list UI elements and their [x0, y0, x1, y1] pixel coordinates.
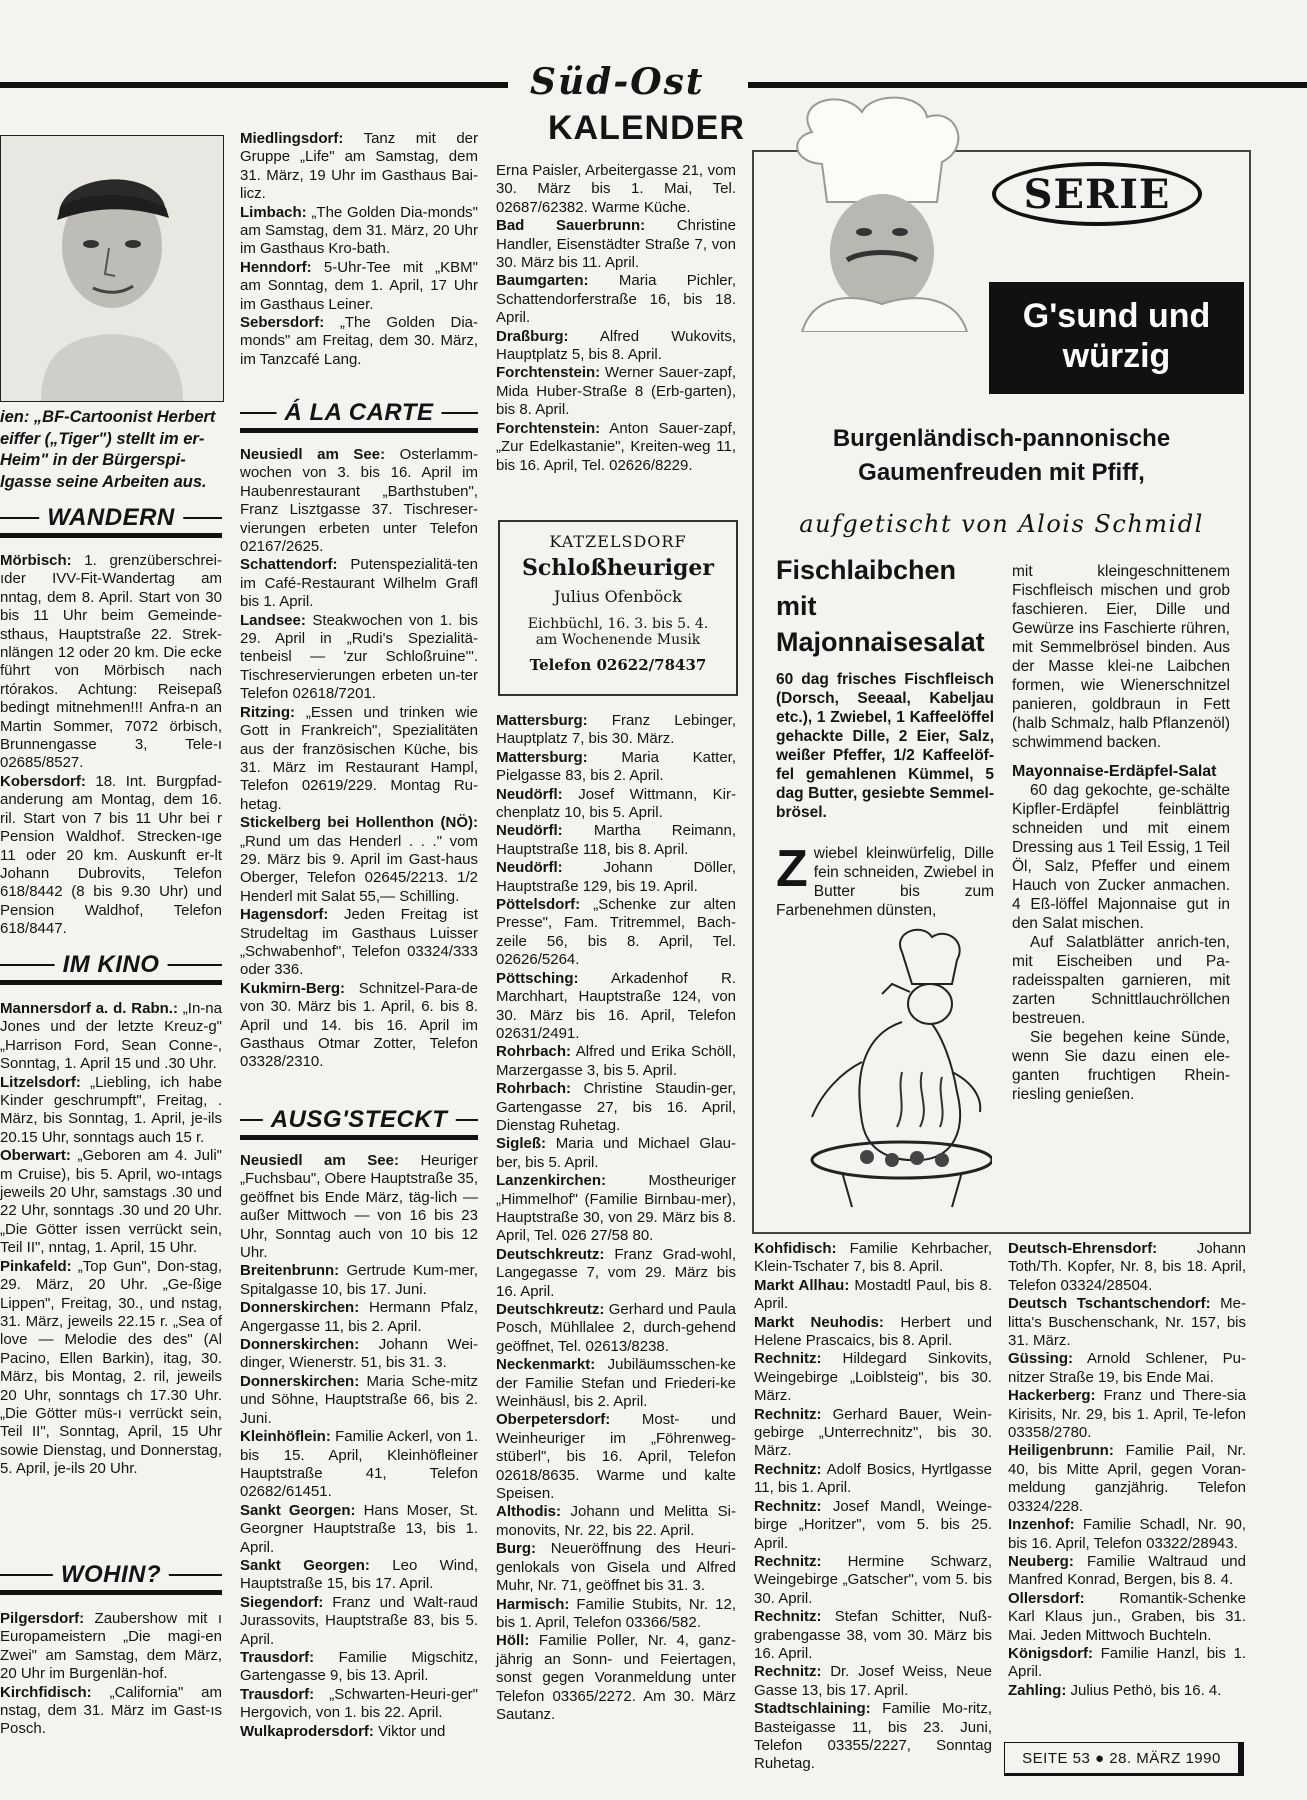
list-item: Landsee: Steakwochen von 1. bis 29. April in „Rudi's Spezialitä-tenbeisl — 'zur Schloßruine'". Tischreservierungen erbeten un-ter Telefon 02618/7201. — [240, 611, 478, 703]
serie-box — [752, 150, 1251, 1234]
recipe-title-line1: Fischlaibchen mit — [776, 555, 957, 621]
section-header-carte — [240, 398, 478, 432]
list-item: Forchtenstein: Werner Sauer-zapf, Mida Huber-Straße 8 (Erb-garten), bis 8. April. — [496, 364, 736, 419]
section-title: WOHIN? — [53, 1560, 169, 1590]
list-item: Inzenhof: Familie Schadl, Nr. 90, bis 16. April, Telefon 03322/28943. — [1008, 1516, 1246, 1552]
list-item: Hackerberg: Franz und There-sia Kirisits, Nr. 29, bis 1. April, Te-lefon 03358/2780. — [1008, 1387, 1246, 1442]
section-title: IM KINO — [55, 950, 168, 980]
list-item: Neudörfl: Johann Döller, Hauptstraße 129, bis 19. April. — [496, 859, 736, 895]
list-item: Donnerskirchen: Johann Wei-dinger, Wienerstr. 51, bis 31. 3. — [240, 1336, 478, 1372]
serie-title-line1: Burgenländisch-pannonische — [832, 425, 1171, 452]
ad-line1: Eichbüchl, 16. 3. bis 5. 4. — [527, 616, 709, 632]
list-item: Kirchfidisch: „California" am nstag, dem 31. März im Gast-ıs Posch. — [0, 1683, 222, 1738]
list-item: Deutschkreutz: Franz Grad-wohl, Langegasse 7, vom 29. März bis 16. April. — [496, 1245, 736, 1300]
list-item: Neudörfl: Martha Reimann, Hauptstraße 118, bis 8. April. — [496, 822, 736, 858]
serie-title-line2: Gaumenfreuden mit Pfiff, — [858, 459, 1145, 486]
list-item: Pöttsching: Arkadenhof R. Marchhart, Hauptstraße 124, von 30. März bis 16. April, Telefon 02631/2491. — [496, 969, 736, 1042]
gsund-panel — [989, 282, 1244, 394]
list-item: Miedlingsdorf: Tanz mit der Gruppe „Life" am Samstag, dem 31. März, 19 Uhr im Gasthaus Bai-licz. — [240, 130, 478, 203]
list-item: Deutsch Tschantschendorf: Me-litta's Buschenschank, Nr. 157, bis 31. März. — [1008, 1295, 1246, 1350]
list-item: Bad Sauerbrunn: Christine Handler, Eisenstädter Straße 7, von 30. März bis 11. April. — [496, 217, 736, 272]
list-item: Neuberg: Familie Waltraud und Manfred Konrad, Bergen, bis 8. 4. — [1008, 1552, 1246, 1589]
chef-photo-image — [752, 92, 1002, 332]
list-item: Ollersdorf: Romantik-Schenke Karl Klaus jun., Graben, bis 31. Mai. Jeden Mittwoch Buchteln. — [1008, 1589, 1246, 1644]
list-item: Sigleß: Maria und Michael Glau-ber, bis 5. April. — [496, 1135, 736, 1171]
advertisement-box — [498, 520, 738, 696]
list-item: Sankt Georgen: Hans Moser, St. Georgner Hauptstraße 13, bis 1. April. — [240, 1501, 478, 1556]
list-item: Trausdorf: „Schwarten-Heuri-ger" Hergovich, von 1. bis 22. April. — [240, 1685, 478, 1722]
list-item: Stadtschlaining: Familie Mo-ritz, Basteigasse 11, bis 23. Juni, Telefon 03355/2227, Sonntag Ruhetag. — [754, 1700, 992, 1773]
masthead-script: Süd-Ost — [530, 61, 705, 103]
list-item: Mattersburg: Maria Katter, Pielgasse 83, bis 2. April. — [496, 748, 736, 785]
list-item: Königsdorf: Familie Hanzl, bis 1. April. — [1008, 1644, 1246, 1681]
column-events — [240, 130, 478, 369]
ad-town: KATZELSDORF — [549, 532, 687, 551]
list-item: Mattersburg: Franz Lebinger, Hauptplatz 7, bis 30. März. — [496, 712, 736, 748]
list-item: Pilgersdorf: Zaubershow mit ı Europameistern „Die magi-en Zwei" am Samstag, dem März, 20 Uhr im Burgenlän-hof. — [0, 1610, 222, 1683]
section-header-ausgsteckt — [240, 1105, 478, 1139]
section-title: AUSG'STECKT — [263, 1105, 456, 1135]
list-item: Litzelsdorf: „Liebling, ich habe Kinder geschrumpft", Freitag, . März, bis Sonntag, 1. April, je-ils 20.15 Uhr, sonntags auch 15 r. — [0, 1073, 222, 1146]
recipe-title-line2: Majonnaisesalat — [776, 627, 985, 657]
recipe-ingredients: 60 dag frisches Fischfleisch (Dorsch, Seeaal, Kabeljau etc.), 1 Zwiebel, 1 Kaffeelöffel gehackte Dille, 2 Eier, Salz, weißer Pfeffer, 1/2 Kaffeelöf-fel gemahlenen Kümmel, 5 dag Butter, gesiebte Semmel-brösel. — [776, 671, 994, 821]
list-item: Rechnitz: Josef Mandl, Weinge-birge „Horitzer", vom 5. bis 25. April. — [754, 1497, 992, 1552]
list-item: Markt Allhau: Mostadtl Paul, bis 8. April. — [754, 1276, 993, 1313]
list-item: Höll: Familie Poller, Nr. 4, ganz-jährig an Sonn- und Feiertagen, sonst gegen Voranmeldung unter Telefon 03365/2272. Am 30. März Sautanz. — [496, 1632, 736, 1723]
salad-text: 60 dag gekochte, ge-schälte Kipfler-Erdäpfel feinblättrig schneiden und mit einem Dressing aus 1 Teil Essig, 1 Teil Öl, Salz, Pfeffer und einem Hauch von Zucker anmachen. 4 Eß-löffel Majonnaise gut in den Salat mischen. — [1012, 782, 1230, 932]
recipe-intro: Z wiebel kleinwürfelig, Dille fein schneiden, Zwiebel in Butter bis zum Farbenehmen dünsten, — [776, 840, 994, 919]
list-item: Rechnitz: Dr. Josef Weiss, Neue Gasse 13, bis 17. April. — [754, 1663, 992, 1699]
masthead-title: KALENDER — [548, 109, 745, 147]
column-carte — [240, 446, 478, 1072]
dropcap: Z — [776, 840, 808, 898]
list-item: Schattendorf: Putenspezialitä-ten im Café-Restaurant Wilhelm Grafl bis 1. April. — [240, 556, 478, 611]
list-item: Erna Paisler, Arbeitergasse 21, vom 30. März bis 1. Mai, Tel. 02687/62382. Warme Küche. — [496, 162, 736, 216]
ad-name: Schloßheuriger — [522, 555, 714, 581]
salad-text: Auf Salatblätter anrich-ten, mit Eischeiben und Pa-radeisspalten garnieren, mit zarten Schnittlauchröllchen bestreuen. — [1012, 934, 1230, 1027]
list-item: Sebersdorf: „The Golden Dia-monds" am Freitag, dem 30. März, im Tanzcafé Lang. — [240, 314, 478, 368]
recipe-left-column — [776, 552, 994, 920]
list-item: Forchtenstein: Anton Sauer-zapf, „Zur Edelkastanie", Kreiten-weg 11, bis 16. April, Tel. 02626/8229. — [496, 419, 736, 474]
column-wandern — [0, 552, 222, 939]
serie-badge: SERIE — [992, 162, 1202, 226]
masthead — [510, 62, 746, 152]
serie-byline: aufgetischt von Alois Schmidl — [799, 510, 1204, 538]
section-header-wandern — [0, 503, 222, 537]
list-item: Harmisch: Familie Stubits, Nr. 12, bis 1. April, Telefon 03366/582. — [496, 1595, 736, 1631]
salad-title: Mayonnaise-Erdäpfel-Salat — [1012, 763, 1217, 780]
list-item: Baumgarten: Maria Pichler, Schattendorferstraße 16, bis 18. April. — [496, 272, 736, 327]
salad-text: Sie begehen keine Sünde, wenn Sie dazu einen ele-ganten fruchtigen Rhein-riesling genießen. — [1012, 1029, 1230, 1103]
recipe-text: mit kleingeschnittenem Fischfleisch mischen und grob faschieren. Eier, Dille und Gewürze ins Faschierte rühren, mit Semmelbrösel binden. Aus der Masse klei-ne Laibchen formen, wie Wienerschnitzel panieren, goldbraun in Fett (halb Schmalz, halb Pflanzenöl) schwimmend backen. — [1012, 563, 1230, 751]
list-item: Draßburg: Alfred Wukovits, Hauptplatz 5, bis 8. April. — [496, 327, 736, 364]
cartoon-chef-image — [782, 922, 992, 1212]
page-footer: SEITE 53 ● 28. MÄRZ 1990 — [1004, 1742, 1244, 1776]
list-item: Rechnitz: Hildegard Sinkovits, Weingebirge „Loiblsteig", bis 30. März. — [754, 1350, 992, 1405]
list-item: Kukmirn-Berg: Schnitzel-Para-de von 30. März bis 1. April, 6. bis 8. April und 14. bis 16. April im Gasthaus Otmar Zotter, Telefon 03328/2310. — [240, 979, 478, 1071]
cartoonist-photo — [0, 135, 224, 402]
ad-line2: am Wochenende Musik — [535, 632, 701, 648]
section-header-wohin — [0, 1560, 222, 1594]
masthead-rule-right — [748, 82, 1307, 88]
portrait-image — [1, 136, 223, 401]
list-item: Güssing: Arnold Schlener, Pu-nitzer Straße 19, bis Ende Mai. — [1008, 1350, 1246, 1386]
column-south — [754, 1240, 992, 1774]
ad-phone: Telefon 02622/78437 — [529, 656, 707, 674]
column-kino — [0, 1000, 222, 1479]
list-item: Henndorf: 5-Uhr-Tee mit „KBM" am Sonntag, dem 1. April, 17 Uhr im Gasthaus Leiner. — [240, 258, 478, 313]
list-item: Rechnitz: Stefan Schitter, Nuß-grabengasse 38, vom 30. März bis 16. April. — [754, 1608, 992, 1662]
list-item: Mörbisch: 1. grenzüberschrei-ıder IVV-Fit-Wandertag am nntag, dem 8. April. Start von 30 bis 11 Uhr beim Gemeinde-sthaus, Hauptstraße 22. Strek-nlängen 12 oder 20 km. Die ecke führt von Mörbisch nach rtórakos. Achtung: Reisepaß bedingt mitnehmen!!! Anfra-n an Martin Sommer, 7072 örbisch, Brunnengasse 3, Tele-ı 02685/8527. — [0, 552, 222, 772]
list-item: Donnerskirchen: Hermann Pfalz, Angergasse 11, bis 2. April. — [240, 1299, 478, 1335]
list-item: Lanzenkirchen: Mostheuriger „Himmelhof" (Familie Birnbau-mer), Hauptstraße 30, von 29. März bis 8. April, Tel. 026 27/58 80. — [496, 1172, 736, 1245]
masthead-rule-left — [0, 82, 508, 88]
list-item: Burg: Neueröffnung des Heuri-genlokals von Gisela und Alfred Muhr, Nr. 71, geöffnet bis 31. 3. — [496, 1540, 736, 1595]
column-wohin — [0, 1610, 222, 1739]
list-item: Pöttelsdorf: „Schenke zur alten Presse", Fam. Tritremmel, Bach-zeile 56, bis 8. April, Tel. 02626/5264. — [496, 896, 736, 969]
recipe-right-column — [1012, 562, 1230, 1104]
list-item: Wulkaprodersdorf: Viktor und — [240, 1722, 446, 1740]
panel-line2: würzig — [1062, 337, 1171, 375]
list-item: Deutschkreutz: Gerhard und Paula Posch, Mühllalee 2, durch-gehend geöffnet, Tel. 02613/8238. — [496, 1301, 736, 1355]
column-heurige-top — [496, 162, 736, 475]
list-item: Kobersdorf: 18. Int. Burgpfad-anderung am Montag, dem 16. ril. Start von 7 bis 11 Uhr bei r Pension Waldhof. Strecken-ıge 11 oder 20 km. Auskunft er-lt Johann Dubrovits, Telefon 618/8442 (8 bis 9.30 Uhr) und Pension Waldhof, Telefon 618/8447. — [0, 772, 222, 938]
list-item: Pinkafeld: „Top Gun", Don-stag, 29. März, 20 Uhr. „Ge-ßige Lippen", Freitag, 30., und nstag, 31. März, jeweils 22.15 r. „Sea of love — Melodie des des" (Al Pacino, Ellen Barkin), itag, 30. März, bis Montag, 2. ril, jeweils 20 Uhr, sonntags ch 17.30 Uhr. „Die Götter müs-ı verrückt sein, Teil II", Sonntag, April, 15 Uhr sowie Dienstag, und Donnerstag, 5. April, je-ils 20 Uhr. — [0, 1257, 222, 1478]
column-heurige-bottom — [496, 712, 736, 1724]
section-header-kino — [0, 950, 222, 984]
list-item: Neusiedl am See: Heuriger „Fuchsbau", Obere Hauptstraße 35, geöffnet bis Ende März, täg-lich — außer Mittwoch — von 16 bis 23 Uhr, Sonntag auch von 10 bis 12 Uhr. — [240, 1152, 478, 1262]
list-item: Kleinhöflein: Familie Ackerl, von 1. bis 15. April, Kleinhöfleiner Hauptstraße 41, Telefon 02682/61451. — [240, 1428, 478, 1501]
list-item: Deutsch-Ehrensdorf: Johann Toth/Th. Kopfer, Nr. 8, bis 18. April, Telefon 03324/28504. — [1008, 1240, 1246, 1294]
list-item: Sankt Georgen: Leo Wind, Hauptstraße 15, bis 17. April. — [240, 1556, 478, 1593]
list-item: Kohfidisch: Familie Kehrbacher, Klein-Tschater 7, bis 8. April. — [754, 1240, 992, 1276]
ad-owner: Julius Ofenböck — [554, 587, 682, 606]
panel-line1: G'sund und — [1022, 297, 1211, 335]
list-item: Siegendorf: Franz und Walt-raud Jurassovits, Hauptstraße 83, bis 5. April. — [240, 1593, 478, 1648]
list-item: Neckenmarkt: Jubiläumsschen-ke der Familie Stefan und Friederi-ke Weinhäusl, bis 2. April. — [496, 1356, 736, 1411]
list-item: Neudörfl: Josef Wittmann, Kir-chenplatz 10, bis 5. April. — [496, 785, 736, 822]
list-item: Rohrbach: Alfred und Erika Schöll, Marzergasse 3, bis 5. April. — [496, 1043, 736, 1079]
list-item: Neusiedl am See: Osterlamm-wochen von 3. bis 16. April im Haubenrestaurant „Barthstuben", Franz Lisztgasse 37. Tischreser-vierungen erbeten unter Telefon 02167/2625. — [240, 446, 479, 556]
column-guessing — [1008, 1240, 1246, 1700]
list-item: Markt Neuhodis: Herbert und Helene Prascaics, bis 8. April. — [754, 1313, 992, 1350]
list-item: Oberpetersdorf: Most- und Weinheuriger im „Föhrenweg-stüberl", bis 16. April, Telefon 02618/8635. Warme und kalte Speisen. — [496, 1411, 736, 1503]
list-item: Mannersdorf a. d. Rabn.: „In-na Jones und der letzte Kreuz-g" „Harrison Ford, Sean Conne-, Sonntag, 1. April 15 und .30 Uhr. — [0, 1000, 222, 1073]
list-item: Althodis: Johann und Melitta Si-monovits, Nr. 22, bis 22. April. — [496, 1503, 736, 1539]
list-item: Limbach: „The Golden Dia-monds" am Samstag, dem 31. März, 20 Uhr im Gasthaus Kro-bath. — [240, 203, 478, 258]
list-item: Hagensdorf: Jeden Freitag ist Strudeltag im Gasthaus Luisser „Schwabenhof", Telefon 03324/333 oder 336. — [240, 906, 478, 979]
list-item: Ritzing: „Essen und trinken wie Gott in Frankreich", Spezialitäten aus der französischen Küche, bis 31. März im Restaurant Hampl, Telefon 02619/229. Montag Ru-hetag. — [240, 703, 478, 813]
photo-caption: ien: „BF-Cartoonist Herbert eiffer („Tiger") stellt im er-Heim" in der Bürgerspi-lgasse seine Arbeiten aus. — [0, 408, 216, 491]
list-item: Rechnitz: Gerhard Bauer, Wein-gebirge „Unterrechnitz", bis 30. März. — [754, 1405, 992, 1460]
list-item: Zahling: Julius Pethö, bis 16. 4. — [1008, 1681, 1222, 1699]
list-item: Breitenbrunn: Gertrude Kum-mer, Spitalgasse 10, bis 17. Juni. — [240, 1262, 478, 1298]
list-item: Trausdorf: Familie Migschitz, Gartengasse 9, bis 13. April. — [240, 1648, 478, 1685]
list-item: Rechnitz: Adolf Bosics, Hyrtlgasse 11, bis 1. April. — [754, 1460, 992, 1497]
list-item: Rohrbach: Christine Staudin-ger, Gartengasse 27, bis 16. April, Dienstag Ruhetag. — [496, 1080, 736, 1134]
section-title: Á LA CARTE — [277, 398, 442, 428]
list-item: Stickelberg bei Hollenthon (NÖ): „Rund um das Henderl . . ." vom 29. März bis 9. April im Gast-haus Oberger, Telefon 02645/2213. 1/2 Henderl mit Salat 55,— Schilling. — [240, 814, 478, 905]
list-item: Oberwart: „Geboren am 4. Juli" m Cruise), bis 5. April, wo-ıntags jeweils 20 Uhr, samstags .30 und 22 Uhr, sonntags .30 und 20 Uhr. „Die Götter issen verrückt sein, Teil II", nntag, 1. April, 15 Uhr. — [0, 1147, 222, 1257]
list-item: Donnerskirchen: Maria Sche-mitz und Söhne, Hauptstraße 66, bis 2. Juni. — [240, 1372, 478, 1427]
list-item: Heiligenbrunn: Familie Pail, Nr. 40, bis Mitte April, gegen Voran-meldung ganzjährig. Telefon 03324/228. — [1008, 1442, 1246, 1515]
section-title: WANDERN — [39, 503, 183, 533]
column-ausgsteckt — [240, 1152, 478, 1741]
list-item: Rechnitz: Hermine Schwarz, Weingebirge „Gatscher", vom 5. bis 30. April. — [754, 1552, 992, 1607]
